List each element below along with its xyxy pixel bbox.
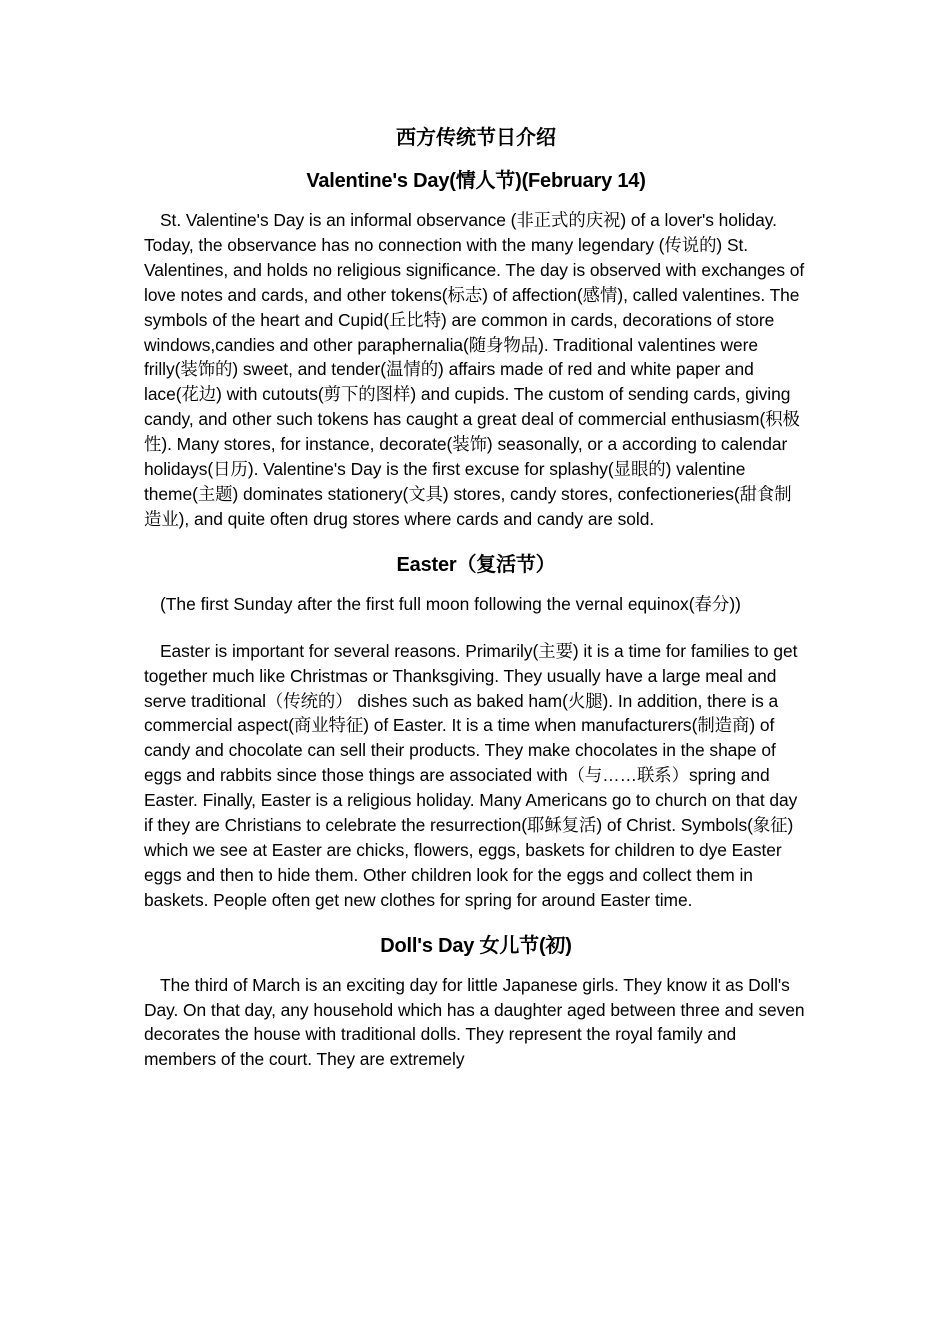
section-heading-easter: Easter（复活节） [396,553,556,576]
document-page [144,120,808,1072]
section-valentines-day [144,166,808,532]
document-title: 西方传统节日介绍 [396,125,556,149]
section-easter [144,550,808,913]
section-dolls-day [144,931,808,1073]
section-paragraph-dolls-day: The third of March is an exciting day for little Japanese girls. They know it as Doll's Day. On that day, any household which has a daughter aged between three and seven decorates the house with traditional dolls. They represent the royal family and members of the court. They are extremely [144,974,805,1070]
section-heading-dolls-day: Doll's Day 女儿节(初) [380,934,572,957]
section-subheading-easter: (The first Sunday after the first full moon following the vernal equinox(春分)) [160,593,741,614]
section-paragraph-easter: Easter is important for several reasons. Primarily(主要) it is a time for families to get together much like Christmas or Thanksgiving. They usually have a large meal and serve traditional（传统的） dishes such as baked ham(火腿). In addition, there is a commercial aspect(商业特征) of Easter. It is a time when manufacturers(制造商) of candy and chocolate can sell their products. They make chocolates in the shape of eggs and rabbits since those things are associated with（与……联系）spring and Easter. Finally, Easter is a religious holiday. Many Americans go to church on that day if they are Christians to celebrate the resurrection(耶稣复活) of Christ. Symbols(象征) which we see at Easter are chicks, flowers, eggs, baskets for children to dye Easter eggs and then to hide them. Other children look for the eggs and collect them in baskets. People often get new clothes for spring for around Easter time. [144,640,798,910]
section-paragraph-valentines-day: St. Valentine's Day is an informal observance (非正式的庆祝) of a lover's holiday. Today, the observance has no connection with the many legendary (传说的) St. Valentines, and holds no religious significance. The day is observed with exchanges of love notes and cards, and other tokens(标志) of affection(感情), called valentines. The symbols of the heart and Cupid(丘比特) are common in cards, decorations of store windows,candies and other paraphernalia(随身物品). Traditional valentines were frilly(装饰的) sweet, and tender(温情的) affairs made of red and white paper and lace(花边) with cutouts(剪下的图样) and cupids. The custom of sending cards, giving candy, and other such tokens has caught a great deal of commercial enthusiasm(积极性). Many stores, for instance, decorate(装饰) seasonally, or a according to calendar holidays(日历). Valentine's Day is the first excuse for splashy(显眼的) valentine theme(主题) dominates stationery(文具) stores, candy stores, confectioneries(甜食制造业), and quite often drug stores where cards and candy are sold. [144,210,805,529]
section-heading-valentines-day: Valentine's Day(情人节)(February 14) [306,170,646,192]
